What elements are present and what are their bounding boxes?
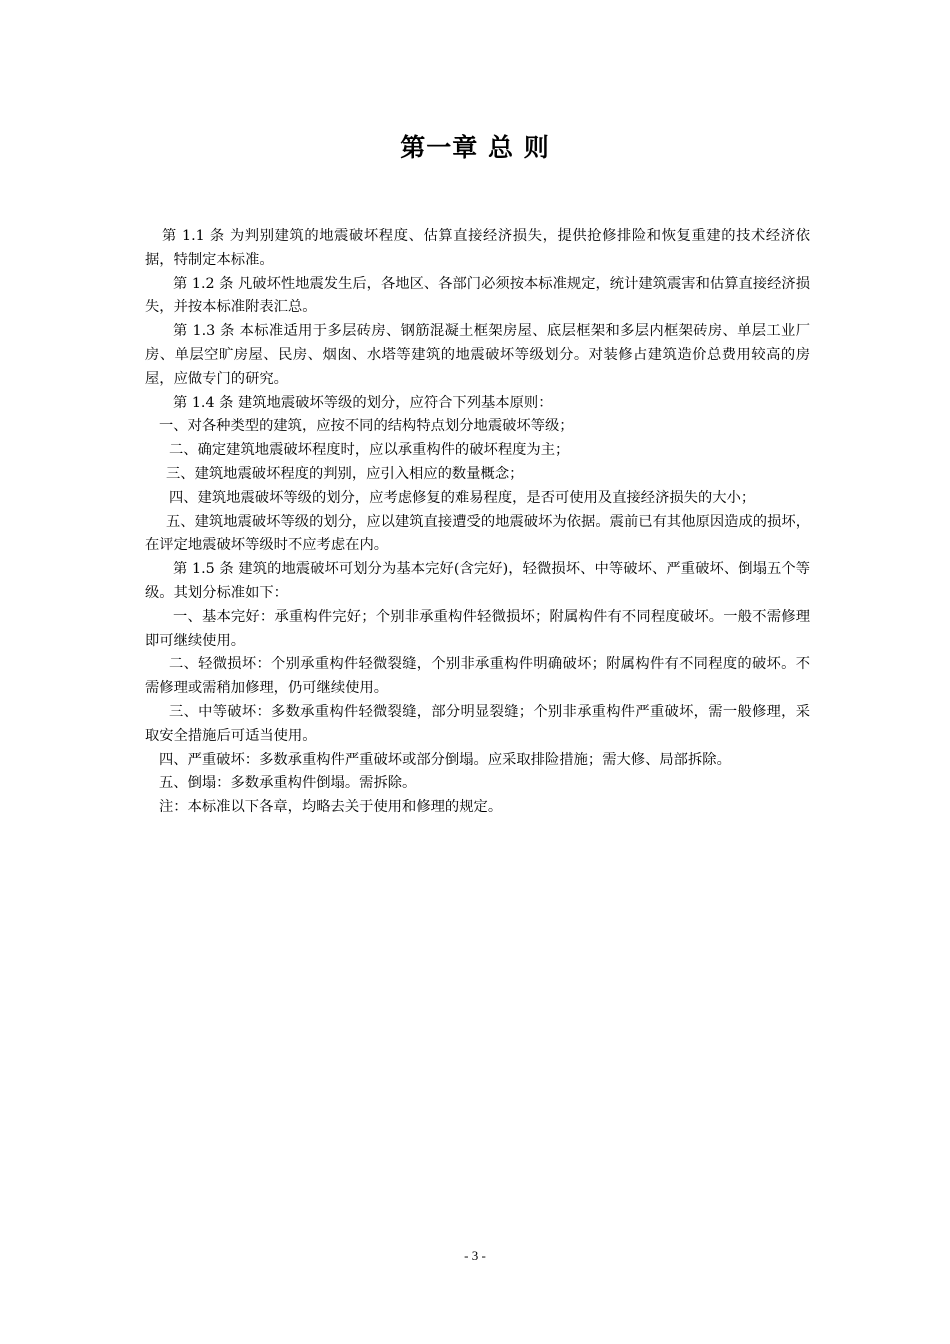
article-1-2: 第 1.2 条 凡破坏性地震发生后，各地区、各部门必须按本标准规定，统计建筑震害和估算直接经济损失，并按本标准附表汇总。 <box>145 275 810 316</box>
grade-slight-damage: 二、轻微损坏：个别承重构件轻微裂缝，个别非承重构件明确破坏；附属构件有不同程度的破坏。不需修理或需稍加修理，仍可继续使用。 <box>145 656 810 697</box>
grade-basically-intact: 一、基本完好：承重构件完好；个别非承重构件轻微损坏；附属构件有不同程度破坏。一般不需修理即可继续使用。 <box>145 608 810 649</box>
article-1-5: 第 1.5 条 建筑的地震破坏可划分为基本完好(含完好)，轻微损坏、中等破坏、严重破坏、倒塌五个等级。其划分标准如下： <box>145 561 810 601</box>
article-1-3: 第 1.3 条 本标准适用于多层砖房、钢筋混凝土框架房屋、底层框架和多层内框架砖房、单层工业厂房、单层空旷房屋、民房、烟囱、水塔等建筑的地震破坏等级划分。对装修占建筑造价总费用较高的房屋，应做专门的研究。 <box>145 323 810 387</box>
document-body <box>145 225 810 820</box>
grade-moderate-damage: 三、中等破坏：多数承重构件轻微裂缝，部分明显裂缝；个别非承重构件严重破坏，需一般修理，采取安全措施后可适当使用。 <box>145 703 810 744</box>
article-1-1: 第 1.1 条 为判别建筑的地震破坏程度、估算直接经济损失，提供抢修排险和恢复重建的技术经济依据，特制定本标准。 <box>145 228 810 268</box>
grade-collapse: 五、倒塌：多数承重构件倒塌。需拆除。 <box>159 775 417 792</box>
principle-5: 五、建筑地震破坏等级的划分，应以建筑直接遭受的地震破坏为依据。震前已有其他原因造成的损坏，在评定地震破坏等级时不应考虑在内。 <box>145 513 810 554</box>
principle-4: 四、建筑地震破坏等级的划分，应考虑修复的难易程度，是否可使用及直接经济损失的大小； <box>169 489 756 506</box>
principle-1: 一、对各种类型的建筑，应按不同的结构特点划分地震破坏等级； <box>159 418 574 435</box>
chapter-title: 第一章 总 则 <box>400 133 550 162</box>
principle-2: 二、确定建筑地震破坏程度时，应以承重构件的破坏程度为主； <box>169 442 570 459</box>
grade-severe-damage: 四、严重破坏：多数承重构件严重破坏或部分倒塌。应采取排险措施；需大修、局部拆除。 <box>159 751 731 768</box>
page-number: - 3 - <box>464 1248 486 1263</box>
article-1-4: 第 1.4 条 建筑地震破坏等级的划分，应符合下列基本原则： <box>173 394 553 411</box>
principle-3: 三、建筑地震破坏程度的判别，应引入相应的数量概念； <box>166 465 524 482</box>
note: 注：本标准以下各章，均略去关于使用和修理的规定。 <box>159 799 503 816</box>
